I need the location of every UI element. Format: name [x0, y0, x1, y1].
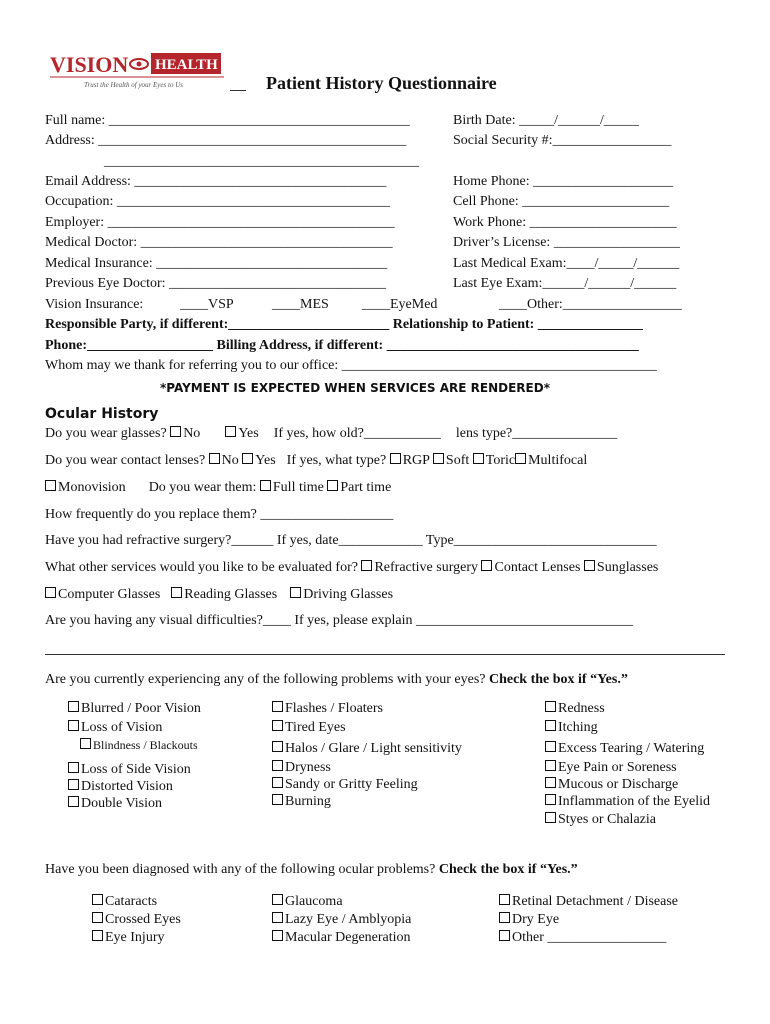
service-sunglasses: Sunglasses [596, 560, 659, 575]
glasses-how-old[interactable]: If yes, how old?___________ [273, 426, 441, 441]
checkbox-icon[interactable] [225, 426, 236, 437]
services-question: What other services would you like to be evaluated for? [45, 560, 358, 575]
problem-item: Blurred / Poor Vision [68, 701, 201, 717]
medical-doctor-field[interactable]: Medical Doctor: ____________________________________ [45, 235, 393, 250]
checkbox-icon[interactable] [272, 741, 283, 752]
eye-logo-icon [130, 59, 148, 69]
problem-item: Redness [545, 701, 710, 717]
problem-item: Flashes / Floaters [272, 701, 462, 717]
checkbox-icon[interactable] [68, 701, 79, 712]
diagnosis-item: Retinal Detachment / Disease [499, 894, 678, 910]
problems-question: Are you currently experiencing any of the following problems with your eyes? [45, 672, 486, 687]
other-insurance-option[interactable]: ____Other:_________________ [499, 297, 682, 312]
medical-insurance-field[interactable]: Medical Insurance: _________________________________ [45, 256, 388, 271]
checkbox-icon[interactable] [545, 701, 556, 712]
occupation-field[interactable]: Occupation: _______________________________________ [45, 194, 390, 209]
checkbox-icon[interactable] [481, 560, 492, 571]
checkbox-icon[interactable] [171, 587, 182, 598]
problems-col2 [272, 701, 462, 811]
phone-billing-field[interactable]: Phone:__________________ Billing Address, if different: ____________________________________ [45, 338, 639, 353]
problem-item: Tired Eyes [272, 720, 462, 736]
diagnosed-col2 [272, 894, 411, 946]
checkbox-icon[interactable] [68, 796, 79, 807]
diagnosis-item: Lazy Eye / Amblyopia [272, 912, 411, 928]
referral-field[interactable]: Whom may we thank for referring you to our office: _____________________________________________ [45, 358, 657, 373]
checkbox-icon[interactable] [80, 738, 91, 749]
diagnosis-item: Macular Degeneration [272, 930, 411, 946]
checkbox-icon[interactable] [45, 587, 56, 598]
home-phone-field[interactable]: Home Phone: ____________________ [453, 174, 674, 189]
checkbox-icon[interactable] [545, 812, 556, 823]
checkbox-icon[interactable] [545, 794, 556, 805]
diagnosis-item: Dry Eye [499, 912, 678, 928]
problem-item: Halos / Glare / Light sensitivity [272, 741, 462, 757]
glasses-no: No [183, 426, 201, 441]
glasses-row [45, 426, 617, 442]
previous-eye-doctor-field[interactable]: Previous Eye Doctor: _______________________________ [45, 276, 387, 291]
glasses-lens-type[interactable]: lens type?_______________ [455, 426, 618, 441]
vision-insurance-label: Vision Insurance: [45, 297, 144, 312]
replace-frequency-field[interactable]: How frequently do you replace them? ___________________ [45, 507, 394, 522]
clinic-logo [50, 48, 230, 93]
diagnosed-col3 [499, 894, 678, 946]
responsible-party-field[interactable]: Responsible Party, if different:_______________________ Relationship to Patient: _______________ [45, 317, 643, 332]
diagnosed-question: Have you been diagnosed with any of the following ocular problems? [45, 862, 436, 877]
visual-difficulties-field[interactable]: Are you having any visual difficulties?____ If yes, please explain _______________________________ [45, 613, 634, 628]
checkbox-icon[interactable] [92, 894, 103, 905]
monovision-option: Monovision [58, 480, 126, 495]
address-field[interactable]: Address: ____________________________________________ [45, 133, 407, 148]
wear-them-question: Do you wear them: [148, 480, 257, 495]
cell-phone-field[interactable]: Cell Phone: _____________________ [453, 194, 670, 209]
problem-item: Double Vision [68, 796, 201, 812]
diagnosed-col1 [92, 894, 181, 946]
service-contact-lenses: Contact Lenses [494, 560, 581, 575]
checkbox-icon[interactable] [545, 777, 556, 788]
diagnosis-item: Crossed Eyes [92, 912, 181, 928]
checkbox-icon[interactable] [545, 741, 556, 752]
address-line2-field[interactable]: _____________________________________________ [104, 154, 419, 169]
contacts-question: Do you wear contact lenses? [45, 453, 206, 468]
glasses-yes: Yes [238, 426, 259, 441]
problems-check-note: Check the box if “Yes.” [488, 672, 628, 687]
checkbox-icon[interactable] [327, 480, 338, 491]
problems-col1 [68, 701, 201, 812]
checkbox-icon[interactable] [390, 453, 401, 464]
problem-item: Sandy or Gritty Feeling [272, 777, 462, 793]
checkbox-icon[interactable] [68, 720, 79, 731]
service-refractive-surgery: Refractive surgery [374, 560, 478, 575]
checkbox-icon[interactable] [433, 453, 444, 464]
problem-item: Blindness / Blackouts [80, 738, 201, 753]
diagnosis-item: Eye Injury [92, 930, 181, 946]
checkbox-icon[interactable] [272, 760, 283, 771]
explain-line[interactable] [45, 654, 725, 655]
checkbox-icon[interactable] [45, 480, 56, 491]
checkbox-icon[interactable] [361, 560, 372, 571]
problem-item: Excess Tearing / Watering [545, 741, 710, 757]
diagnosis-item: Cataracts [92, 894, 181, 910]
contacts-rgp: RGP [402, 453, 430, 468]
checkbox-icon[interactable] [242, 453, 253, 464]
problems-col3 [545, 701, 710, 828]
refractive-surgery-field[interactable]: Have you had refractive surgery?______ If yes, date____________ Type_____________________________ [45, 533, 657, 548]
checkbox-icon[interactable] [499, 912, 510, 923]
problem-item: Itching [545, 720, 710, 736]
title-rule [230, 90, 246, 91]
service-computer-glasses: Computer Glasses [58, 587, 161, 602]
ssn-field[interactable]: Social Security #:_________________ [453, 133, 672, 148]
diagnosis-item: Glaucoma [272, 894, 411, 910]
work-phone-field[interactable]: Work Phone: _____________________ [453, 215, 677, 230]
problems-question-row [45, 672, 628, 688]
logo-tagline: Trust the Health of your Eyes to Us [84, 81, 183, 89]
checkbox-icon[interactable] [584, 560, 595, 571]
diagnosed-check-note: Check the box if “Yes.” [438, 862, 578, 877]
checkbox-icon[interactable] [499, 930, 510, 941]
service-driving-glasses: Driving Glasses [303, 587, 394, 602]
vision-health-logo [50, 48, 230, 93]
mes-option[interactable]: ____MES [272, 297, 329, 312]
checkbox-icon[interactable] [272, 701, 283, 712]
logo-health-text: HEALTH [155, 57, 218, 73]
logo-vision-text: VISION [50, 52, 129, 77]
checkbox-icon[interactable] [272, 794, 283, 805]
contacts-row [45, 453, 587, 469]
diagnosis-item: Other _________________ [499, 930, 678, 946]
checkbox-icon[interactable] [170, 426, 181, 437]
problem-item: Loss of Side Vision [68, 762, 201, 778]
services-row [45, 560, 658, 576]
checkbox-icon[interactable] [272, 720, 283, 731]
checkbox-icon[interactable] [92, 930, 103, 941]
contacts-what-type: If yes, what type? [286, 453, 387, 468]
full-time-option: Full time [272, 480, 324, 495]
problem-item: Dryness [272, 760, 462, 776]
birth-date-field[interactable]: Birth Date: _____/______/_____ [453, 113, 639, 128]
part-time-option: Part time [340, 480, 392, 495]
checkbox-icon[interactable] [68, 779, 79, 790]
problem-item: Eye Pain or Soreness [545, 760, 710, 776]
problem-item: Mucous or Discharge [545, 777, 710, 793]
vsp-option[interactable]: ____VSP [180, 297, 234, 312]
eyemed-option[interactable]: ____EyeMed [362, 297, 438, 312]
checkbox-icon[interactable] [68, 762, 79, 773]
checkbox-icon[interactable] [515, 453, 526, 464]
service-reading-glasses: Reading Glasses [184, 587, 278, 602]
checkbox-icon[interactable] [545, 720, 556, 731]
checkbox-icon[interactable] [499, 894, 510, 905]
payment-notice: *PAYMENT IS EXPECTED WHEN SERVICES ARE RENDERED* [160, 381, 550, 395]
ocular-history-heading: Ocular History [45, 406, 159, 422]
problem-item: Burning [272, 794, 462, 810]
monovision-row [45, 480, 391, 496]
checkbox-icon[interactable] [473, 453, 484, 464]
services-row-2 [45, 587, 393, 603]
checkbox-icon[interactable] [260, 480, 271, 491]
checkbox-icon[interactable] [272, 777, 283, 788]
checkbox-icon[interactable] [209, 453, 220, 464]
problem-item: Inflammation of the Eyelid [545, 794, 710, 810]
contacts-soft: Soft [445, 453, 470, 468]
glasses-question: Do you wear glasses? [45, 426, 167, 441]
checkbox-icon[interactable] [290, 587, 301, 598]
email-field[interactable]: Email Address: ____________________________________ [45, 174, 387, 189]
contacts-no: No [221, 453, 239, 468]
checkbox-icon[interactable] [272, 912, 283, 923]
last-medical-exam-field[interactable]: Last Medical Exam:____/_____/______ [453, 256, 680, 271]
checkbox-icon[interactable] [272, 894, 283, 905]
contacts-toric: Toric [485, 453, 516, 468]
checkbox-icon[interactable] [272, 930, 283, 941]
contacts-yes: Yes [255, 453, 276, 468]
problem-item: Loss of Vision [68, 720, 201, 736]
full-name-field[interactable]: Full name: ___________________________________________ [45, 113, 410, 128]
page-title: Patient History Questionnaire [266, 73, 497, 93]
employer-field[interactable]: Employer: _________________________________________ [45, 215, 395, 230]
drivers-license-field[interactable]: Driver’s License: __________________ [453, 235, 680, 250]
contacts-multifocal: Multifocal [528, 453, 588, 468]
checkbox-icon[interactable] [92, 912, 103, 923]
problem-item: Distorted Vision [68, 779, 201, 795]
diagnosed-question-row [45, 862, 578, 878]
last-eye-exam-field[interactable]: Last Eye Exam:______/______/______ [453, 276, 677, 291]
checkbox-icon[interactable] [545, 760, 556, 771]
problem-item: Styes or Chalazia [545, 812, 710, 828]
